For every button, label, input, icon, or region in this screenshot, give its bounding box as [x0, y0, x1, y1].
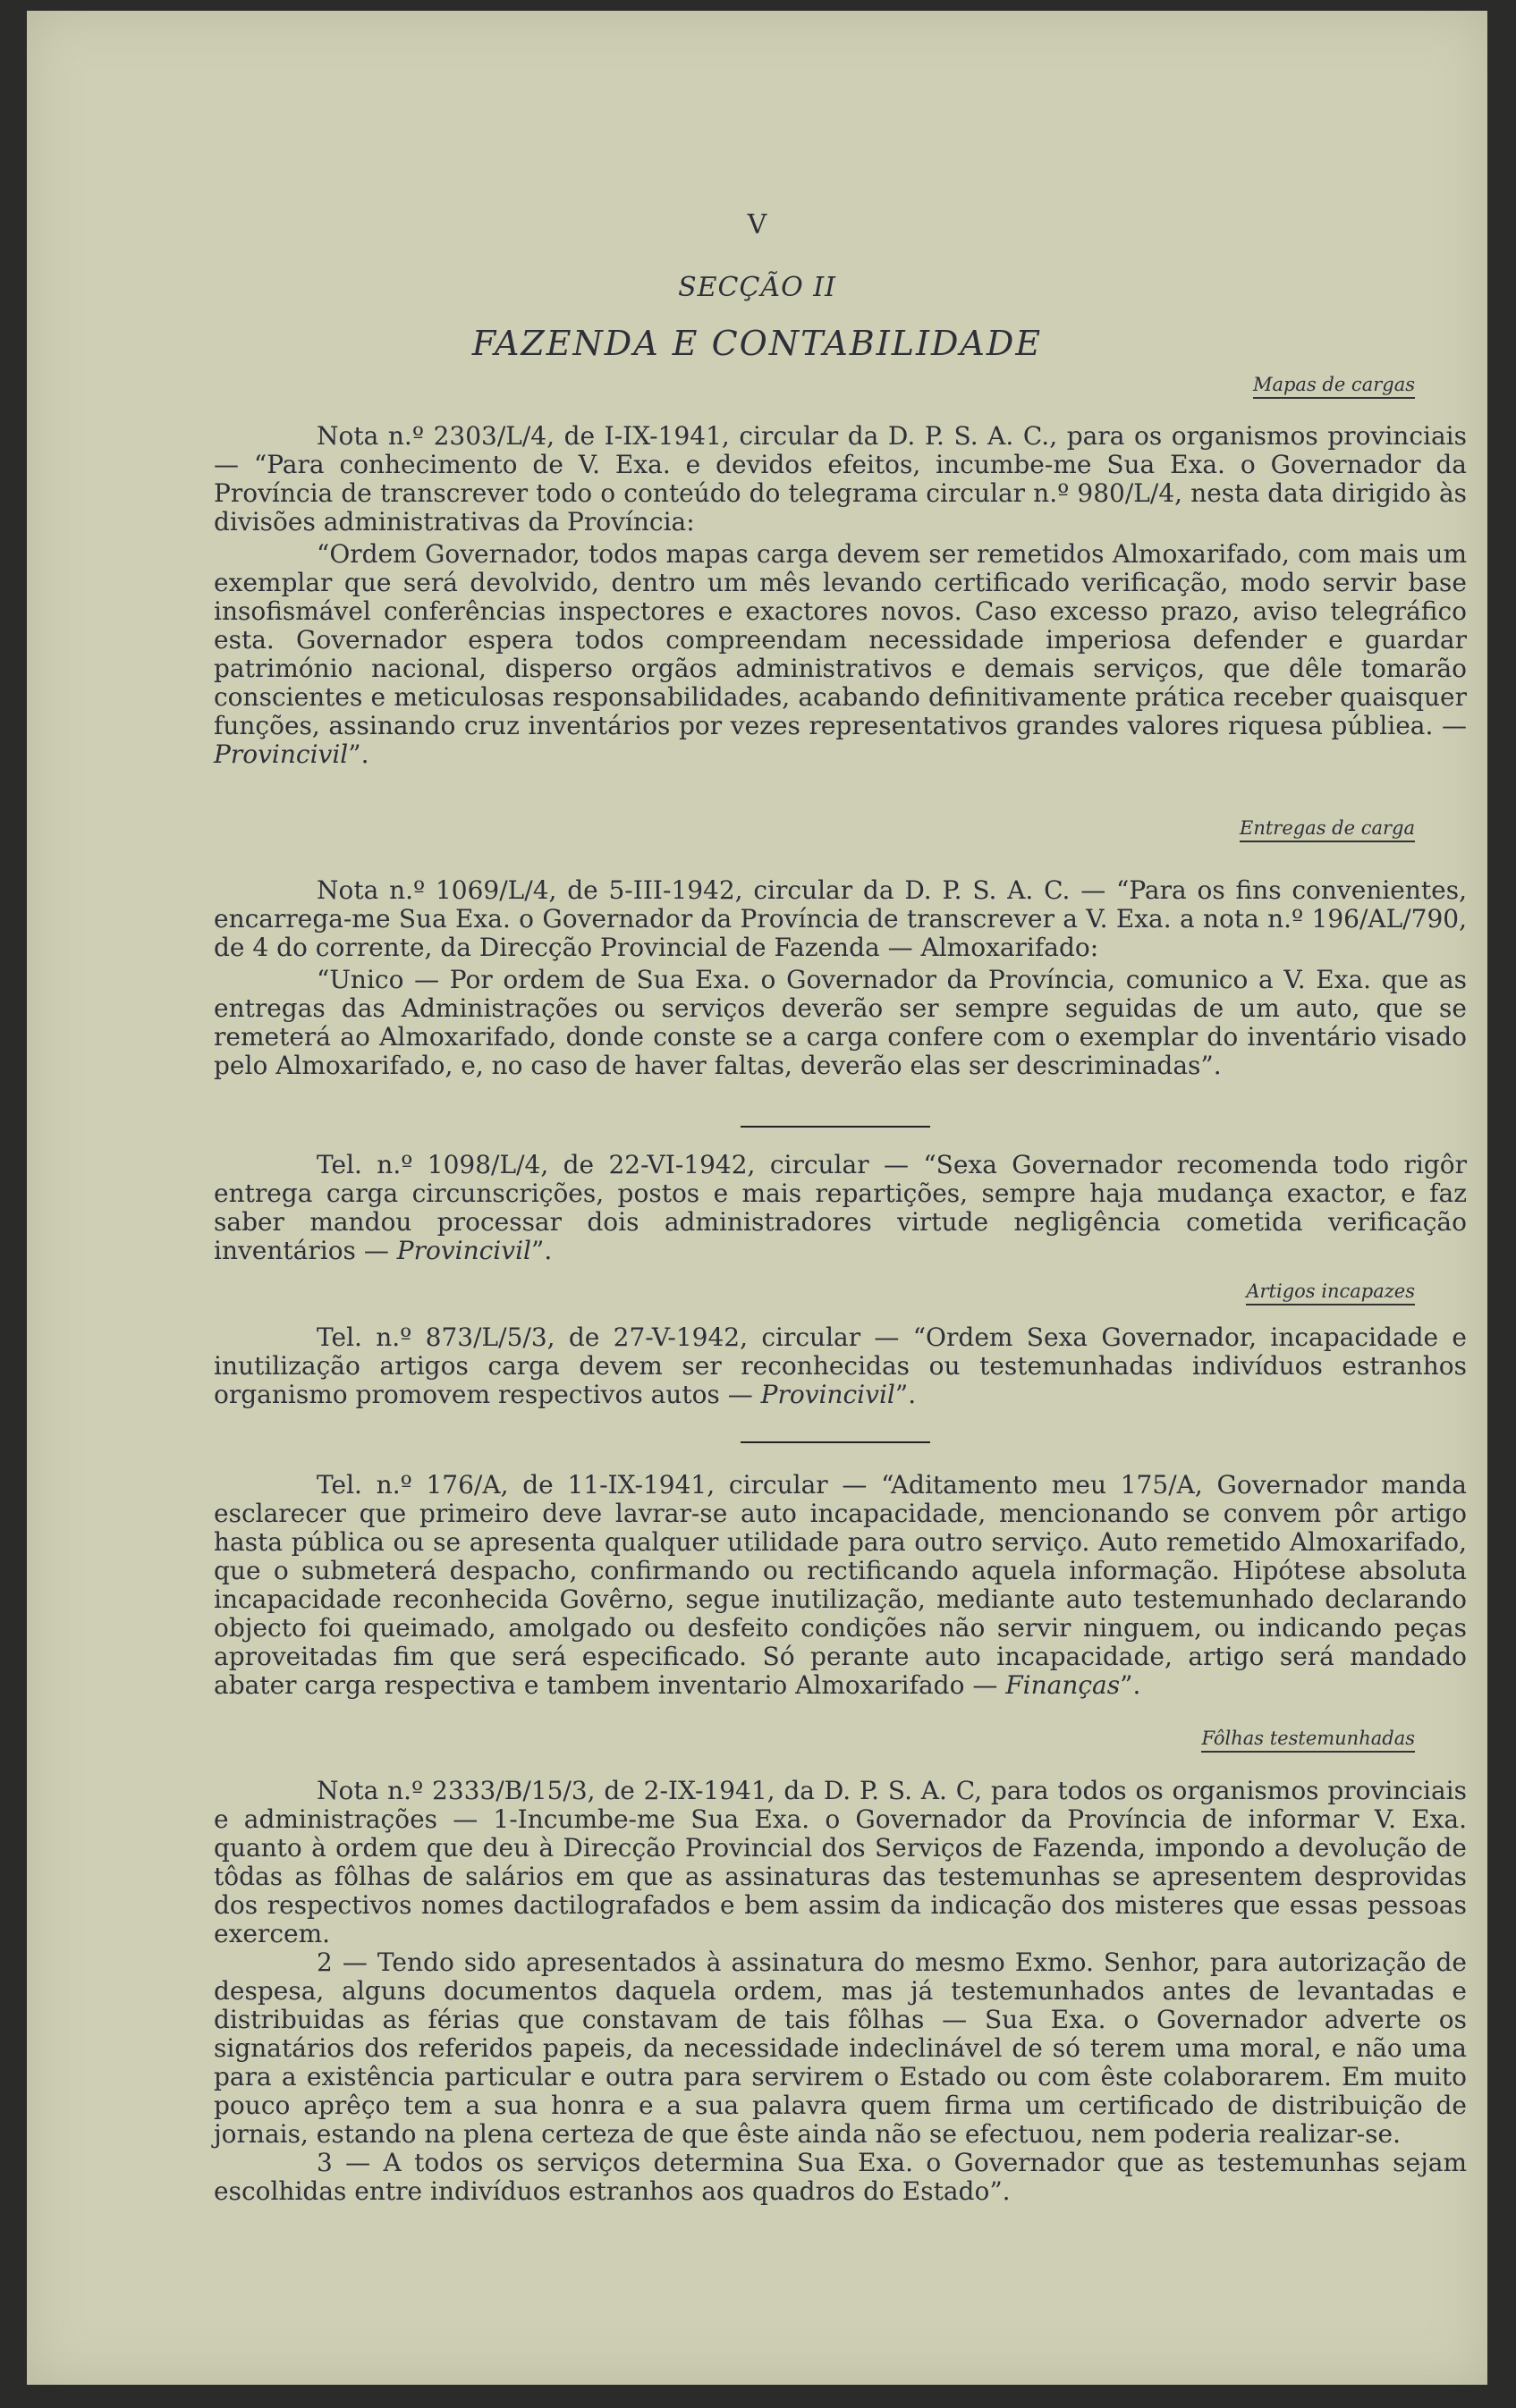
section-heading: SECÇÃO II — [678, 272, 836, 303]
source-name: Finanças — [1005, 1670, 1121, 1700]
paragraph-2: 2 — Tendo sido apresentados à assinatura do mesmo Exmo. Senhor, para autorização de despesa, alguns documentos daquela ordem, mas já testemunhados antes de levantadas e distribuidas as férias que constavam de tais fôlhas — Sua Exa. o Governador adverte os signatários dos referidos papeis, da necessidade indeclinável de só terem uma moral, e não uma para a existência particular e outra para servirem o Estado ou com êste colaborarem. Em muito pouco aprêço tem a sua honra e a sua palavra quem firma um certificado de distribuição de jornais, estando na plena certeza de que êste ainda não se efectuou, nem poderia realizar-se. — [214, 1948, 1467, 2149]
entry-entregas-de-carga — [214, 876, 1467, 1080]
margin-label-folhas-testemunhadas: Fôlhas testemunhadas — [1201, 1728, 1415, 1753]
entry-tel-176 — [214, 1471, 1467, 1700]
entry-head: Nota n.º 2303/L/4, de I-IX-1941, circular da D. P. S. A. C., para os organismos provinciais — “Para conhecimento de V. Exa. e devidos efeitos, incumbe-me Sua Exa. o Governador da Província de transcrever todo o conteúdo do telegrama circular n.º 980/L/4, nesta data dirigido às divisões administrativas da Província: — [214, 421, 1467, 537]
separator-rule — [741, 1126, 930, 1128]
entry-head: Tel. n.º 176/A, de 11-IX-1941, circular — “Aditamento meu 175/A, Governador manda esclarecer que primeiro deve lavrar-se auto incapacidade, mencionando se convem pôr artigo hasta pública ou se apresenta qualquer utilidade para outro serviço. Auto remetido Almoxarifado, que o submeterá despacho, confirmando ou rectificando aquela informação. Hipótese absoluta incapacidade reconhecida Govêrno, segue inutilização, mediante auto testemunhado declarando objecto foi queimado, amolgado ou desfeito condições não servir ninguem, ou indicando peças aproveitadas fim que será especificado. Só perante auto incapacidade, artigo será mandado abater carga respectiva e tambem inventario Almoxarifado — Finanças”. — [214, 1470, 1467, 1700]
entry-folhas-testemunhadas — [214, 1777, 1467, 2206]
source-name: Provincivil — [760, 1380, 895, 1409]
paragraph-3: 3 — A todos os serviços determina Sua Exa. o Governador que as testemunhas sejam escolhidas entre indivíduos estranhos aos quadros do Estado”. — [214, 2148, 1467, 2206]
document-page — [27, 11, 1487, 2385]
page-numeral: V — [747, 209, 767, 241]
margin-label-mapas-de-cargas: Mapas de cargas — [1253, 374, 1415, 399]
margin-label-entregas-de-carga: Entregas de carga — [1240, 817, 1415, 842]
quoted-body: “Unico — Por ordem de Sua Exa. o Governador da Província, comunico a V. Exa. que as entregas das Administrações ou serviços deverão ser sempre seguidas de um auto, que se remeterá ao Almoxarifado, donde conste se a carga confere com o exemplar do inventário visado pelo Almoxarifado, e, no caso de haver faltas, deverão elas ser descriminadas”. — [214, 965, 1467, 1080]
source-name: Provincivil — [396, 1236, 531, 1265]
separator-rule — [741, 1441, 930, 1443]
document-title: FAZENDA E CONTABILIDADE — [471, 324, 1043, 363]
source-name: Provincivil — [214, 739, 349, 769]
entry-mapas-de-cargas — [214, 422, 1467, 769]
entry-tel-1098 — [214, 1151, 1467, 1265]
entry-head: Tel. n.º 873/L/5/3, de 27-V-1942, circular — “Ordem Sexa Governador, incapacidade e inutilização artigos carga devem ser reconhecidas ou testemunhadas indivíduos estranhos organismo promovem respectivos autos — Provincivil”. — [214, 1322, 1467, 1409]
entry-head: Nota n.º 2333/B/15/3, de 2-IX-1941, da D. P. S. A. C, para todos os organismos provinciais e administrações — 1-Incumbe-me Sua Exa. o Governador da Província de informar V. Exa. quanto à ordem que deu à Direcção Provincial dos Serviços de Fazenda, impondo a devolução de tôdas as fôlhas de salários em que as assinaturas das testemunhas se apresentem desprovidas dos respectivos nomes dactilografados e bem assim da indicação dos misteres que essas pessoas exercem. — [214, 1776, 1467, 1948]
entry-head: Tel. n.º 1098/L/4, de 22-VI-1942, circular — “Sexa Governador recomenda todo rigôr entrega carga circunscrições, postos e mais repartições, sempre haja mudança exactor, e faz saber mandou processar dois administradores virtude negligência cometida verificação inventários — Provincivil”. — [214, 1150, 1467, 1265]
entry-artigos-incapazes — [214, 1323, 1467, 1409]
entry-head: Nota n.º 1069/L/4, de 5-III-1942, circular da D. P. S. A. C. — “Para os fins convenientes, encarrega-me Sua Exa. o Governador da Província de transcrever a V. Exa. a nota n.º 196/AL/790, de 4 do corrente, da Direcção Provincial de Fazenda — Almoxarifado: — [214, 875, 1467, 962]
margin-label-artigos-incapazes: Artigos incapazes — [1246, 1280, 1415, 1305]
quoted-body: “Ordem Governador, todos mapas carga devem ser remetidos Almoxarifado, com mais um exemplar que será devolvido, dentro um mês levando certificado verificação, modo servir base insofismável conferências inspectores e exactores novos. Caso excesso prazo, aviso telegráfico esta. Governador espera todos compreendam necessidade imperiosa defender e guardar património nacional, disperso orgãos administrativos e demais serviços, que dêle tomarão conscientes e meticulosas responsabilidades, acabando definitivamente prática receber quaisquer funções, assinando cruz inventários por vezes representativos grandes valores riquesa públiea. — Provincivil”. — [214, 539, 1467, 769]
